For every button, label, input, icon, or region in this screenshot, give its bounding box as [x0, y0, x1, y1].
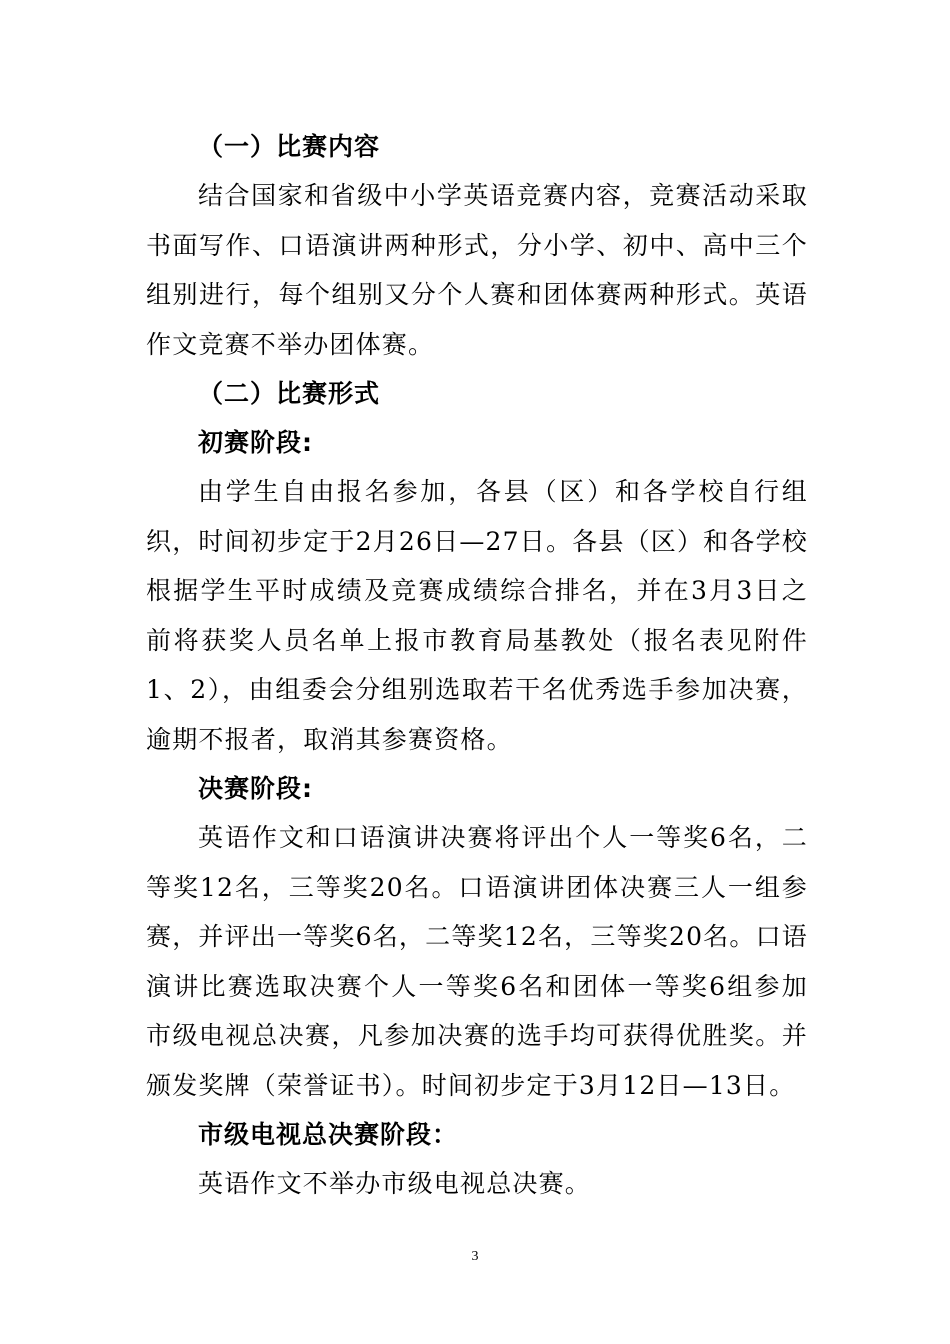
section-heading-competition-format: （二）比赛形式	[198, 379, 381, 408]
section-heading-competition-content: （一）比赛内容	[198, 132, 381, 161]
paragraph-tv-final-stage: 英语作文不举办市级电视总决赛。	[198, 1169, 592, 1198]
subheading-preliminary-stage: 初赛阶段:	[198, 428, 313, 457]
paragraph-preliminary-stage: 由学生自由报名参加，各县（区）和各学校自行组织，时间初步定于2月26日—27日。各县（区）和各学校根据学生平时成绩及竞赛成绩综合排名，并在3月3日之前将获奖人员名单上报市教育局基教处（报名表见附件1、2），由组委会分组别选取若干名优秀选手参加决赛，逾期不报者，取消其参赛资格。	[146, 477, 808, 754]
page-number: 3	[471, 1249, 479, 1264]
paragraph-competition-content: 结合国家和省级中小学英语竞赛内容，竞赛活动采取书面写作、口语演讲两种形式，分小学、初中、高中三个组别进行，每个组别又分个人赛和团体赛两种形式。英语作文竞赛不举办团体赛。	[146, 181, 808, 359]
paragraph-final-stage: 英语作文和口语演讲决赛将评出个人一等奖6名，二等奖12名，三等奖20名。口语演讲团体决赛三人一组参赛，并评出一等奖6名，二等奖12名，三等奖20名。口语演讲比赛选取决赛个人一等奖6名和团体一等奖6组参加市级电视总决赛，凡参加决赛的选手均可获得优胜奖。并颁发奖牌（荣誉证书）。时间初步定于3月12日—13日。	[146, 823, 808, 1100]
subheading-tv-final-stage: 市级电视总决赛阶段：	[198, 1120, 459, 1149]
subheading-final-stage: 决赛阶段:	[198, 774, 313, 803]
document-body	[146, 122, 808, 1209]
